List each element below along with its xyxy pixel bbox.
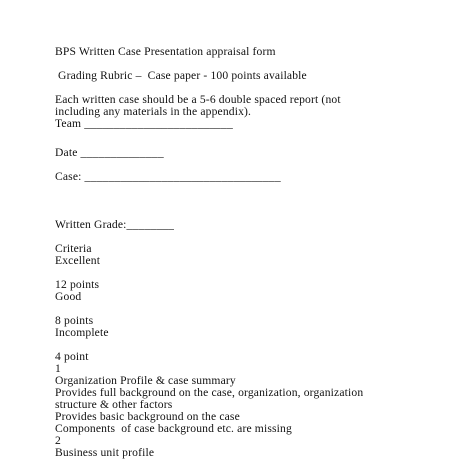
grading-rubric-heading: Grading Rubric – Case paper - 100 points available: [55, 69, 307, 82]
criterion-1-good: Provides basic background on the case: [55, 410, 240, 423]
criterion-1-excellent-line-2: structure & other factors: [55, 398, 173, 411]
instructions-line-1: Each written case should be a 5-6 double spaced report (not: [55, 93, 341, 106]
good-points: 8 points: [55, 314, 94, 327]
criterion-2-number: 2: [55, 434, 61, 447]
date-field: Date ______________: [55, 146, 164, 159]
team-field: Team _________________________: [55, 117, 233, 130]
good-label: Good: [55, 290, 82, 303]
incomplete-label: Incomplete: [55, 326, 109, 339]
excellent-points: 12 points: [55, 278, 100, 291]
criteria-label: Criteria: [55, 242, 92, 255]
criterion-1-excellent-line-1: Provides full background on the case, organization, organization: [55, 386, 364, 399]
instructions-line-2: including any materials in the appendix).: [55, 105, 252, 118]
form-title: BPS Written Case Presentation appraisal form: [55, 45, 276, 58]
criterion-2-title: Business unit profile: [55, 446, 155, 459]
criterion-1-incomplete: Components of case background etc. are missing: [55, 422, 292, 435]
criterion-1-title: Organization Profile & case summary: [55, 374, 236, 387]
written-grade-field: Written Grade:________: [55, 218, 175, 231]
excellent-label: Excellent: [55, 254, 101, 267]
appraisal-form: [55, 46, 435, 459]
case-field: Case: _________________________________: [55, 170, 281, 183]
incomplete-points: 4 point: [55, 350, 89, 363]
criterion-1-number: 1: [55, 362, 61, 375]
